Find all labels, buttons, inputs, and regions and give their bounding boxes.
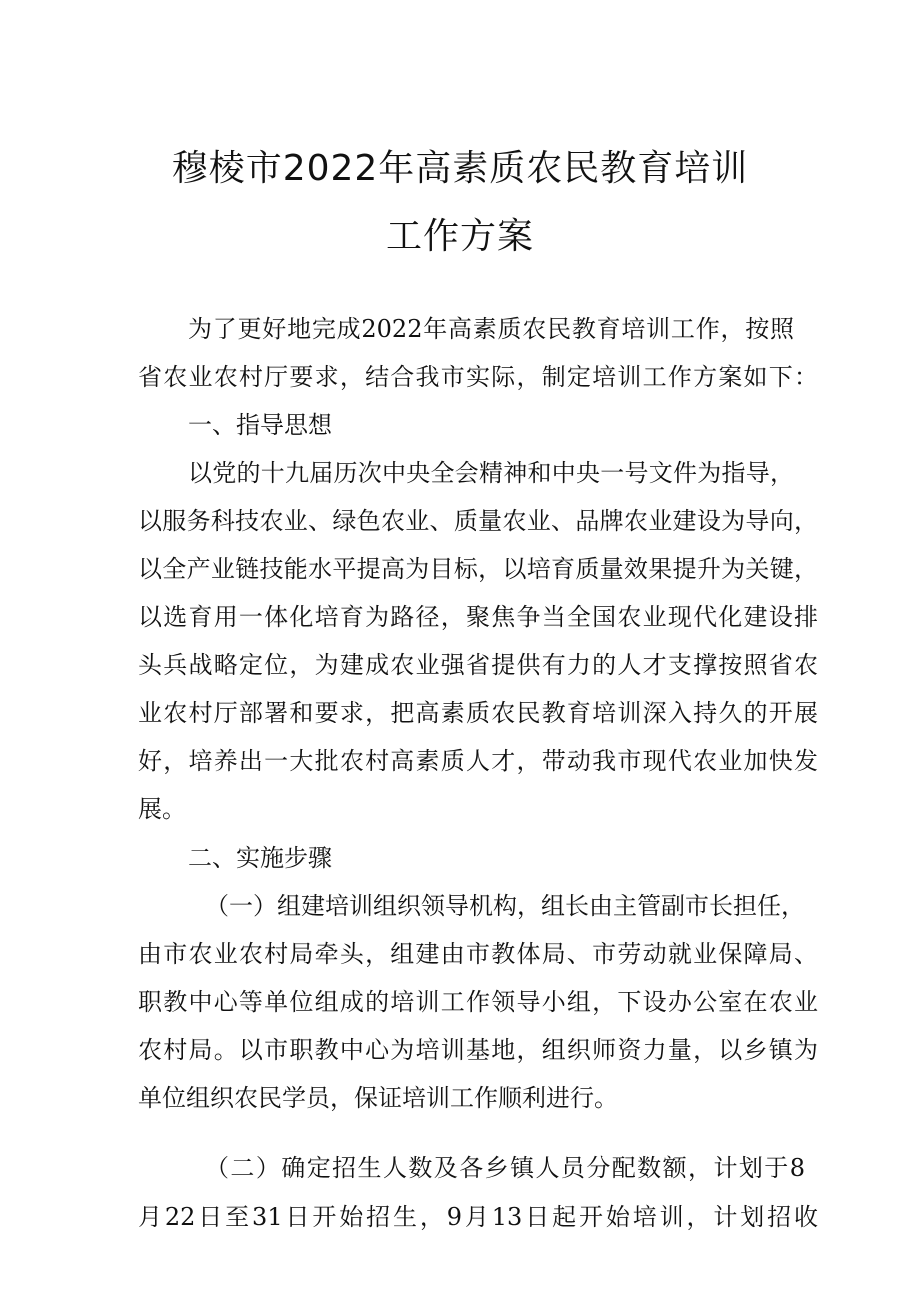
step1-line: （一）组建培训组织领导机构，组长由主管副市长担任，	[205, 892, 805, 920]
step2-line: （二）确定招生人数及各乡镇人员分配数额，计划于8	[205, 1154, 805, 1182]
step2-line: 月22日至31日开始招生，9月13日起开始培训，计划招收	[138, 1203, 818, 1231]
section1-line: 头兵战略定位，为建成农业强省提供有力的人才支撑按照省农	[138, 651, 818, 679]
intro-line: 为了更好地完成2022年高素质农民教育培训工作，按照	[188, 315, 794, 343]
section2-heading: 二、实施步骤	[188, 844, 332, 872]
document-title-line2: 工作方案	[385, 216, 534, 257]
step1-line: 农村局。以市职教中心为培训基地，组织师资力量，以乡镇为	[138, 1036, 818, 1064]
section1-line: 以全产业链技能水平提高为目标，以培育质量效果提升为关键，	[138, 555, 818, 583]
section1-heading: 一、指导思想	[188, 411, 332, 439]
step1-line: 职教中心等单位组成的培训工作领导小组，下设办公室在农业	[138, 988, 818, 1016]
section1-line: 展。	[138, 795, 186, 823]
step1-line: 单位组织农民学员，保证培训工作顺利进行。	[138, 1084, 618, 1112]
step1-line: 由市农业农村局牵头，组建由市教体局、市劳动就业保障局、	[138, 940, 818, 968]
section1-line: 以党的十九届历次中央全会精神和中央一号文件为指导，	[188, 459, 794, 487]
section1-line: 好，培养出一大批农村高素质人才，带动我市现代农业加快发	[138, 747, 818, 775]
document-title-line1: 穆棱市2022年高素质农民教育培训	[171, 148, 749, 189]
section1-line: 业农村厅部署和要求，把高素质农民教育培训深入持久的开展	[138, 699, 818, 727]
intro-line: 省农业农村厅要求，结合我市实际，制定培训工作方案如下：	[138, 363, 818, 391]
section1-line: 以选育用一体化培育为路径，聚焦争当全国农业现代化建设排	[138, 603, 818, 631]
section1-line: 以服务科技农业、绿色农业、质量农业、品牌农业建设为导向，	[138, 507, 818, 535]
